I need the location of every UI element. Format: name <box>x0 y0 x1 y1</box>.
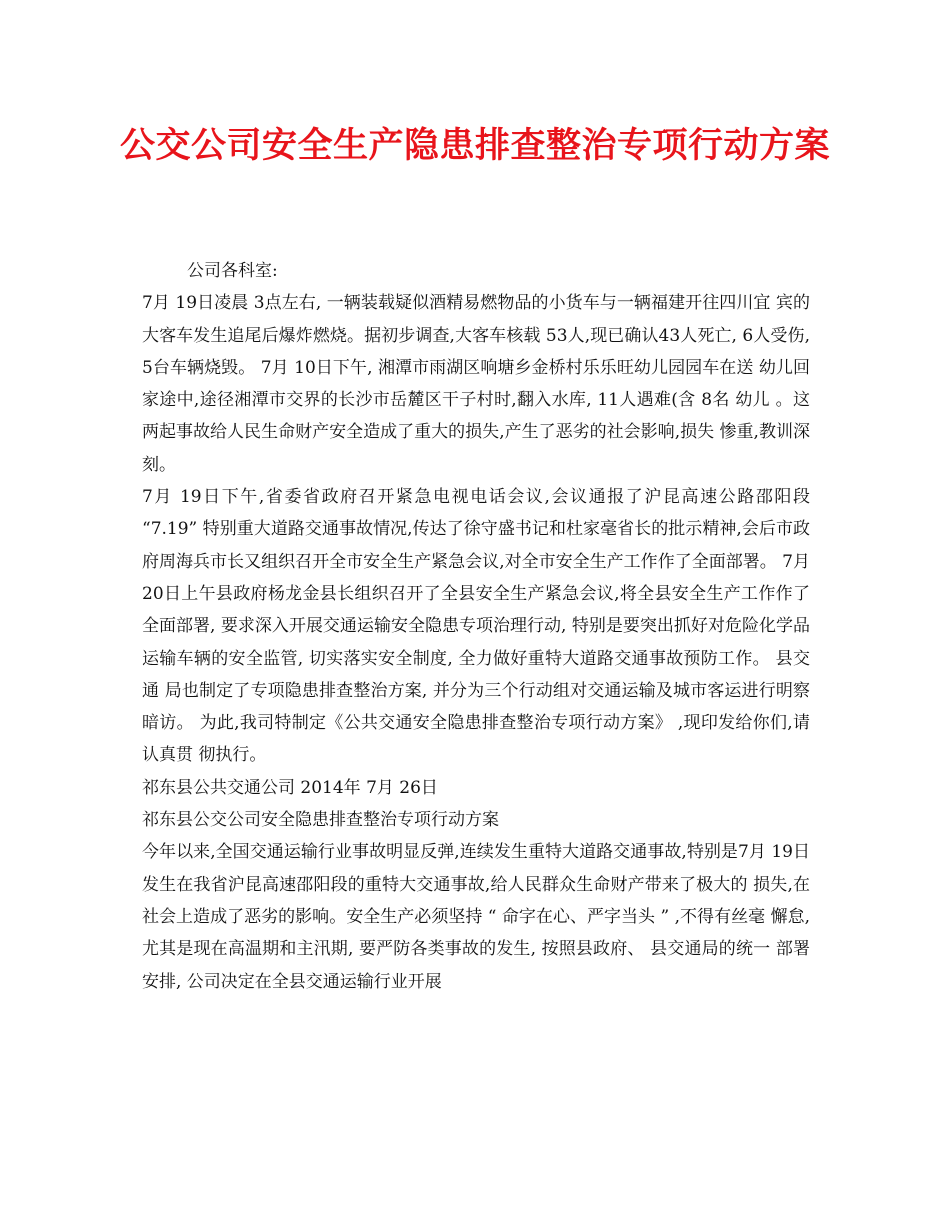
document-title: 公交公司安全生产隐患排查整治专项行动方案 <box>120 126 831 166</box>
document-body <box>142 255 810 998</box>
salutation: 公司各科室: <box>187 261 278 281</box>
paragraph-accidents: 7月 19日凌晨 3点左右, 一辆装载疑似酒精易燃物品的小货车与一辆福建开往四川宜 宾的大客车发生追尾后爆炸燃烧。据初步调查,大客车核载 53人,现已确认43人死亡, 6人受伤, 5台车辆烧毁。 7月 10日下午, 湘潭市雨湖区响塘乡金桥村乐乐旺幼儿园园车在送 幼儿回家途中,途径湘潭市交界的长沙市岳麓区干子村时,翻入水库, 11人遇难(含 8名 幼儿 。这两起事故给人民生命财产安全造成了重大的损失,产生了恶劣的社会影响,损失 惨重,教训深刻。 <box>142 293 810 475</box>
paragraph-plan-intro: 今年以来,全国交通运输行业事故明显反弹,连续发生重特大道路交通事故,特别是7月 19日发生在我省沪昆高速邵阳段的重特大交通事故,给人民群众生命财产带来了极大的 损失,在社会上造成了恶劣的影响。安全生产必须坚持 “ 命字在心、严字当头 ” ,不得有丝毫 懈怠, 尤其是现在高温期和主汛期, 要严防各类事故的发生, 按照县政府、 县交通局的统一 部署安排, 公司决定在全县交通运输行业开展 <box>142 842 810 992</box>
signature-date: 祁东县公共交通公司 2014年 7月 26日 <box>142 777 438 798</box>
paragraph-meeting: 7月 19日下午,省委省政府召开紧急电视电话会议,会议通报了沪昆高速公路邵阳段 “7.19” 特别重大道路交通事故情况,传达了徐守盛书记和杜家毫省长的批示精神,会后市政 府周海兵市长又组织召开全市安全生产紧急会议,对全市安全生产工作作了全面部署。 7月 20日上午县政府杨龙金县长组织召开了全县安全生产紧急会议,将全县安全生产工作作了 全面部署, 要求深入开展交通运输安全隐患专项治理行动, 特别是要突出抓好对危险化学品 运输车辆的安全监管, 切实落实安全制度, 全力做好重特大道路交通事故预防工作。 县交通 局也制定了专项隐患排查整治方案, 并分为三个行动组对交通运输及城市客运进行明察暗访。 为此,我司特制定《公共交通安全隐患排查整治专项行动方案》 ,现印发给你们,请认真贯 彻执行。 <box>142 487 810 766</box>
section-heading: 祁东县公交公司安全隐患排查整治专项行动方案 <box>142 810 499 831</box>
